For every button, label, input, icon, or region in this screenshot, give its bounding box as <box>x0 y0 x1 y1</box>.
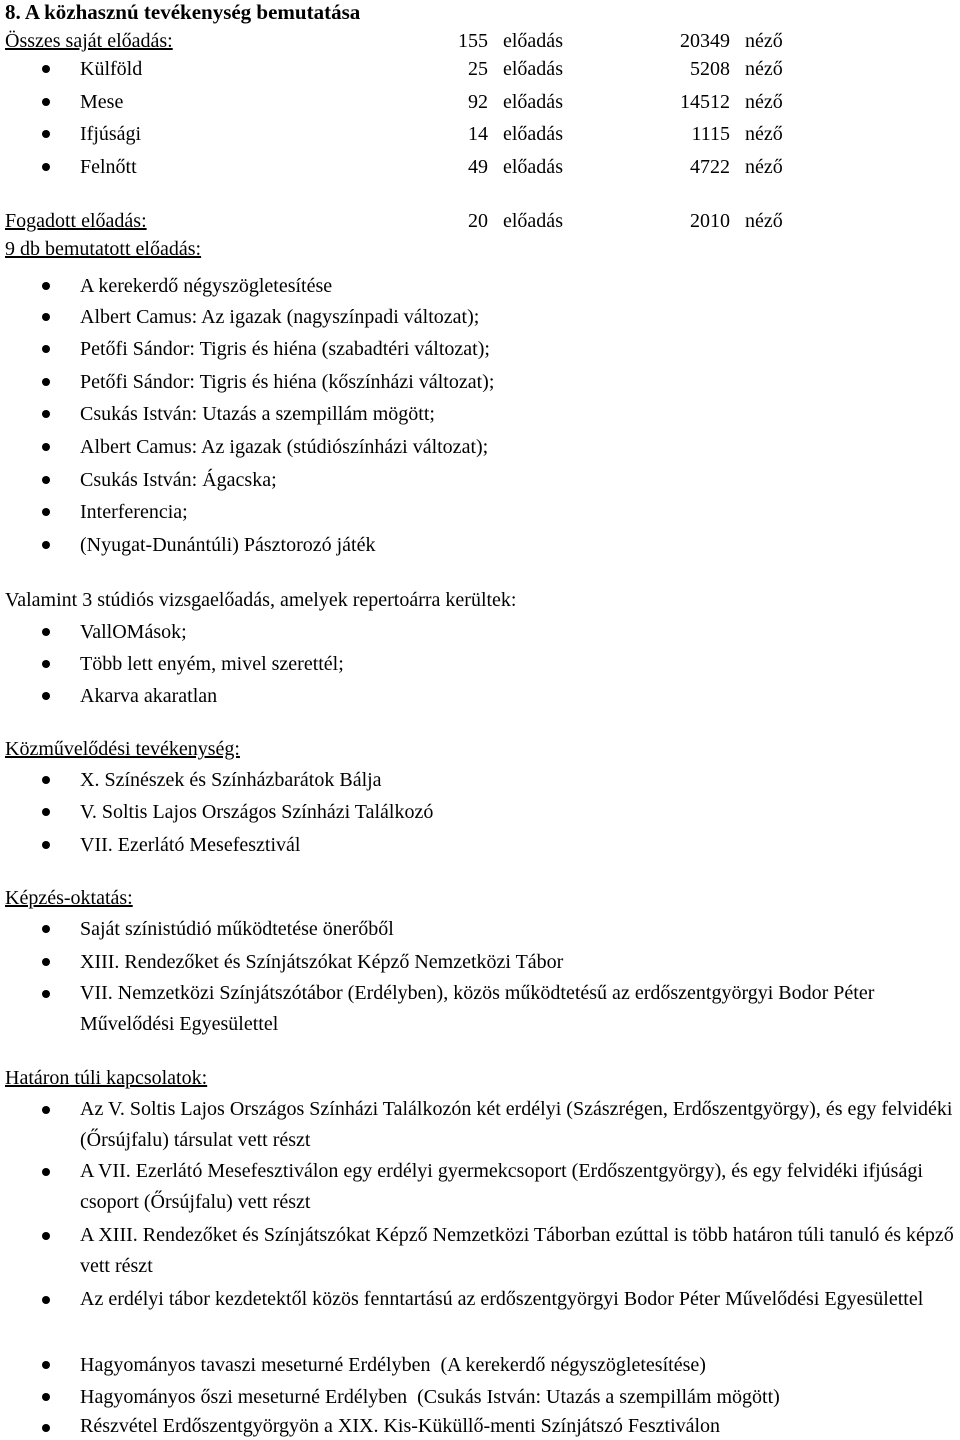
row-viewers: 5208 <box>690 58 730 80</box>
list-item-text: A VII. Ezerlátó Mesefesztiválon egy erdélyi gyermekcsoport (Erdőszentgyörgy), és egy felvidéki ifjúsági csoport (Őrsújfalu) vett részt <box>80 1160 923 1213</box>
row-count: 49 <box>468 156 488 178</box>
list-item-text: Az erdélyi tábor kezdetektől közös fenntartású az erdőszentgyörgyi Bodor Péter Művelődési Egyesülettel <box>80 1288 924 1310</box>
received-label: Fogadott előadás: <box>5 210 147 232</box>
bullet-icon <box>42 1232 50 1240</box>
list-item-text: (Nyugat-Dunántúli) Pásztorozó játék <box>80 534 376 556</box>
presented-label: 9 db bemutatott előadás: <box>5 238 202 260</box>
list-item-text: Albert Camus: Az igazak (stúdiószínházi változat); <box>80 436 489 458</box>
row-viewers: 1115 <box>691 123 730 145</box>
own-shows-count: 155 <box>458 30 488 52</box>
bullet-icon <box>42 1296 50 1304</box>
own-shows-unit: előadás <box>503 30 563 52</box>
row-unit: előadás <box>503 58 563 80</box>
list-item-text: VII. Ezerlátó Mesefesztivál <box>80 834 301 856</box>
bullet-icon <box>42 660 50 668</box>
bullet-icon <box>42 1168 50 1176</box>
list-item-text: Akarva akaratlan <box>80 685 218 707</box>
bullet-icon <box>42 378 50 386</box>
bullet-icon <box>42 990 50 998</box>
row-viewer-unit: néző <box>745 156 783 178</box>
row-viewer-unit: néző <box>745 123 783 145</box>
bullet-icon <box>42 313 50 321</box>
bullet-icon <box>42 841 50 849</box>
studio-label: Valamint 3 stúdiós vizsgaelőadás, amelyek repertoárra kerültek: <box>5 589 517 611</box>
list-item-text: V. Soltis Lajos Országos Színházi Találkozó <box>80 801 434 823</box>
list-item-text: Albert Camus: Az igazak (nagyszínpadi változat); <box>80 306 480 328</box>
bullet-icon <box>42 628 50 636</box>
bullet-icon <box>42 345 50 353</box>
bullet-icon <box>42 1106 50 1114</box>
list-item-text: VII. Nemzetközi Színjátszótábor (Erdélyben), közös működtetésű az erdőszentgyörgyi Bodor Péter Művelődési Egyesülettel <box>80 982 875 1035</box>
row-count: 14 <box>468 123 488 145</box>
received-unit: előadás <box>503 210 563 232</box>
bullet-icon <box>42 98 50 106</box>
list-item-text: Részvétel Erdőszentgyörgyön a XIX. Kis-Küküllő-menti Színjátszó Fesztiválon <box>80 1415 721 1437</box>
row-viewer-unit: néző <box>745 91 783 113</box>
abroad-label: Határon túli kapcsolatok: <box>5 1067 208 1089</box>
row-label: Ifjúsági <box>80 123 142 145</box>
bullet-icon <box>42 65 50 73</box>
list-item-text: Saját színistúdió működtetése önerőből <box>80 918 394 940</box>
bullet-icon <box>42 410 50 418</box>
list-item-text: Az V. Soltis Lajos Országos Színházi Találkozón két erdélyi (Szászrégen, Erdőszentgyörgy), és egy felvidéki (Őrsújfalu) társulat vett részt <box>80 1098 953 1151</box>
row-unit: előadás <box>503 156 563 178</box>
bullet-icon <box>42 541 50 549</box>
own-shows-viewer-unit: néző <box>745 30 783 52</box>
list-item-text: Petőfi Sándor: Tigris és hiéna (szabadtéri változat); <box>80 338 490 360</box>
received-count: 20 <box>468 210 488 232</box>
culture-label: Közművelődési tevékenység: <box>5 738 240 760</box>
row-label: Felnőtt <box>80 156 137 178</box>
bullet-icon <box>42 1361 50 1369</box>
list-item-text: Petőfi Sándor: Tigris és hiéna (kőszínházi változat); <box>80 371 495 393</box>
bullet-icon <box>42 443 50 451</box>
list-item-text: Hagyományos őszi meseturné Erdélyben (Csukás István: Utazás a szempillám mögött) <box>80 1386 780 1408</box>
row-unit: előadás <box>503 91 563 113</box>
own-shows-viewers: 20349 <box>680 30 730 52</box>
bullet-icon <box>42 808 50 816</box>
list-item-text: Több lett enyém, mivel szerettél; <box>80 653 344 675</box>
row-viewer-unit: néző <box>745 58 783 80</box>
bullet-icon <box>42 508 50 516</box>
list-item-text: XIII. Rendezőket és Színjátszókat Képző Nemzetközi Tábor <box>80 951 564 973</box>
list-item-text: X. Színészek és Színházbarátok Bálja <box>80 769 382 791</box>
list-item-text: Hagyományos tavaszi meseturné Erdélyben (A kerekerdő négyszögletesítése) <box>80 1354 706 1376</box>
list-item-text: Csukás István: Ágacska; <box>80 469 277 491</box>
row-label: Külföld <box>80 58 143 80</box>
section-heading: 8. A közhasznú tevékenység bemutatása <box>5 0 361 24</box>
row-label: Mese <box>80 91 124 113</box>
bullet-icon <box>42 958 50 966</box>
bullet-icon <box>42 130 50 138</box>
bullet-icon <box>42 282 50 290</box>
list-item-text: VallOMások; <box>80 621 187 643</box>
row-count: 92 <box>468 91 488 113</box>
own-shows-label: Összes saját előadás: <box>5 30 173 52</box>
bullet-icon <box>42 476 50 484</box>
row-unit: előadás <box>503 123 563 145</box>
bullet-icon <box>42 163 50 171</box>
bullet-icon <box>42 925 50 933</box>
row-viewers: 14512 <box>680 91 730 113</box>
list-item-text: A kerekerdő négyszögletesítése <box>80 275 333 297</box>
bullet-icon <box>42 692 50 700</box>
list-item-text: Interferencia; <box>80 501 188 523</box>
list-item-text: Csukás István: Utazás a szempillám mögött; <box>80 403 435 425</box>
list-item-text: A XIII. Rendezőket és Színjátszókat Képző Nemzetközi Táborban ezúttal is több határon túli tanuló és képző vett részt <box>80 1224 954 1277</box>
bullet-icon <box>42 1393 50 1401</box>
bullet-icon <box>42 776 50 784</box>
received-viewer-unit: néző <box>745 210 783 232</box>
row-count: 25 <box>468 58 488 80</box>
bullet-icon <box>42 1424 50 1432</box>
training-label: Képzés-oktatás: <box>5 887 133 909</box>
received-viewers: 2010 <box>690 210 730 232</box>
row-viewers: 4722 <box>690 156 730 178</box>
